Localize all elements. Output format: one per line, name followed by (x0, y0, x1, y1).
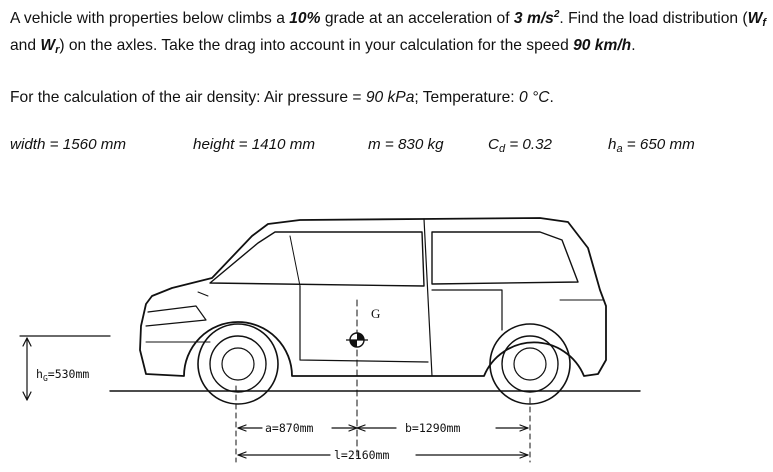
problem-text-3: . Find the load distribution ( (559, 10, 748, 27)
problem-text-1: A vehicle with properties below climbs a (10, 10, 290, 27)
hg-value: =530mm (47, 367, 90, 381)
problem-text-2: grade at an acceleration of (320, 10, 514, 27)
cd-value: = 0.32 (505, 136, 552, 153)
car-body (140, 218, 606, 376)
cg-symbol-icon (346, 333, 368, 347)
wf-subscript: f (762, 17, 766, 29)
air-pressure-value: 90 kPa (365, 89, 415, 106)
temperature-value: 0 °C (518, 89, 550, 106)
grade-value: 10% (289, 10, 321, 27)
wr-subscript: r (55, 43, 60, 56)
l-dimension-label: l=2160mm (334, 448, 390, 462)
front-rim (210, 336, 266, 392)
cg-label: G (371, 306, 381, 321)
acceleration-exponent: 2 (553, 9, 560, 20)
b-dimension-label: b=1290mm (405, 421, 461, 435)
hg-subscript: G (42, 374, 48, 383)
hg-symbol: h (36, 367, 43, 381)
front-door (300, 286, 428, 362)
air-text-3: . (549, 89, 554, 106)
speed-value: 90 km/h (573, 36, 632, 54)
a-dimension-label: a=870mm (265, 421, 314, 435)
rear-hub (514, 348, 546, 380)
ha-value: = 650 mm (622, 136, 695, 153)
air-text-2: ; Temperature: (414, 89, 519, 106)
air-text-1: For the calculation of the air density: Air pressure = (10, 89, 366, 106)
rear-rim (502, 336, 558, 392)
a-pillar (290, 236, 300, 286)
rear-window (432, 232, 578, 284)
cd-subscript: d (498, 143, 506, 155)
param-height: height = 1410 mm (193, 136, 315, 153)
hood-line (198, 292, 208, 296)
cd-symbol: C (488, 136, 499, 153)
front-hub (222, 348, 254, 380)
param-mass: m = 830 kg (368, 136, 444, 153)
wf-symbol: W (747, 10, 763, 27)
hg-label (36, 367, 89, 383)
window-frame (210, 232, 424, 286)
problem-text-6: . (631, 36, 636, 54)
problem-text-5: ) on the axles. Take the drag into account in your calculation for the speed (59, 36, 574, 54)
rear-door (432, 290, 502, 330)
param-width: width = 1560 mm (10, 136, 127, 153)
ha-subscript: a (616, 143, 623, 155)
headlight (146, 306, 206, 326)
door-split (424, 219, 432, 376)
acceleration-value: 3 m/s (513, 10, 554, 27)
problem-text-4: and (10, 36, 41, 54)
wr-symbol: W (40, 36, 56, 54)
ha-symbol: h (608, 136, 617, 153)
